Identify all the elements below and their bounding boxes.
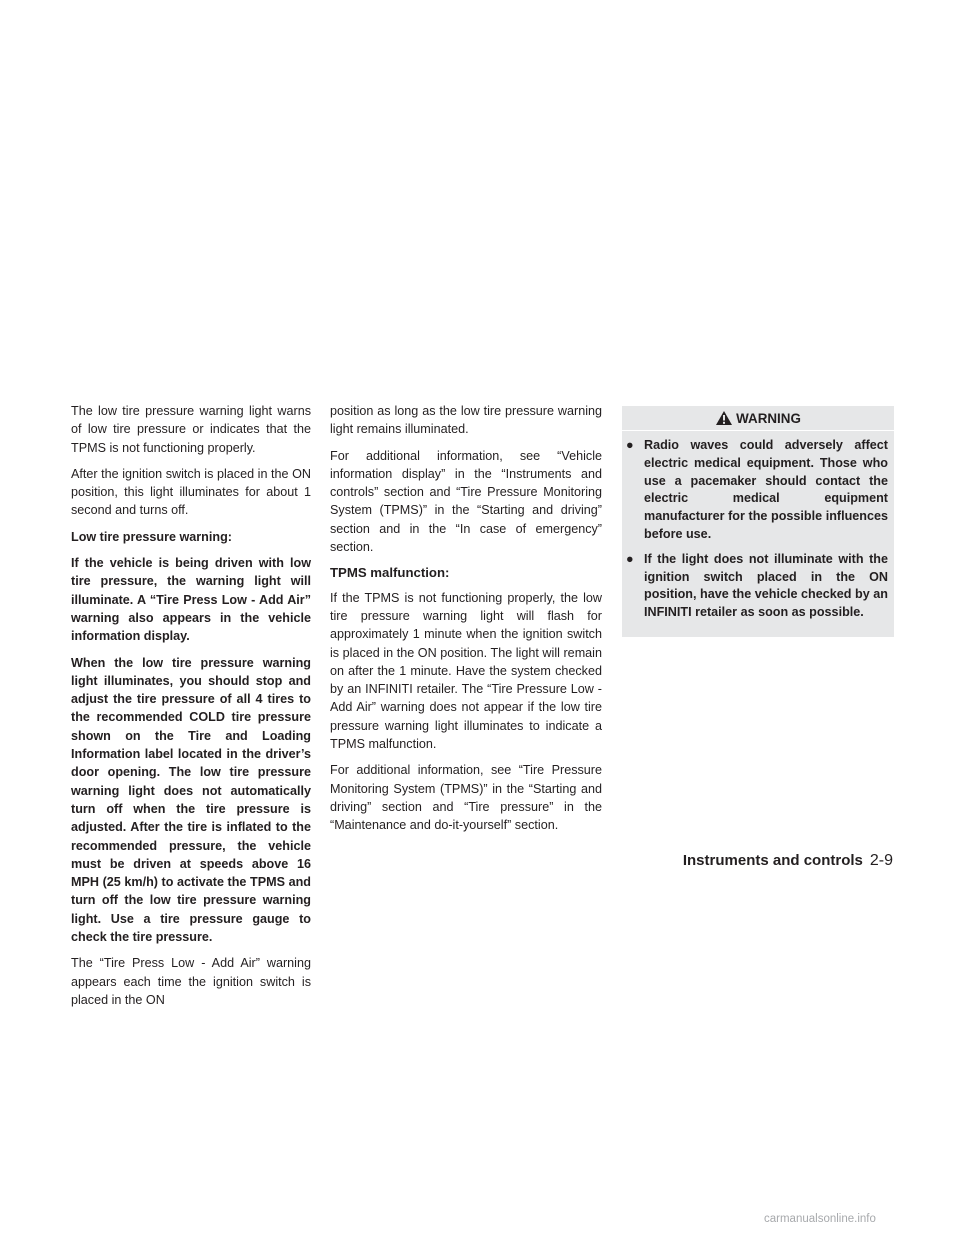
subheading-low-tire-pressure: Low tire pressure warning: [71,529,232,544]
paragraph: For additional information, see “Vehicle information display” in the “Instruments and controls” section and “Tire Pressure Monitoring System (TPMS)” in the “Starting and driving” section and in the “In case of emergency” section. [330,448,602,555]
warning-list [622,437,894,622]
paragraph: For additional information, see “Tire Pressure Monitoring System (TPMS)” in the “Starting and driving” section and “Tire pressure” in the “Maintenance and do-it-yourself” section. [330,763,602,833]
bullet: ● [626,438,634,452]
warning-item-text: If the light does not illuminate with the ignition switch placed in the ON position, have the vehicle checked by an INFINITI retailer as soon as possible. [644,551,888,620]
paragraph: The “Tire Press Low - Add Air” warning appears each time the ignition switch is placed in the ON [71,956,311,1007]
warning-triangle-icon [715,410,733,426]
warning-item [622,437,888,544]
warning-item-text: Radio waves could adversely affect electric medical equipment. Those who use a pacemaker should contact the electric medical equipment manufacturer for the possible influences before use. [644,438,888,541]
watermark-text: carmanualsonline.info [764,1213,876,1225]
bold-paragraph: When the low tire pressure warning light illuminates, you should stop and adjust the tire pressure of all 4 tires to the recommended COLD tire pressure shown on the Tire and Loading Information label located in the driver’s door opening. The low tire pressure warning light does not automatically turn off when the tire pressure is adjusted. After the tire is inflated to the recommended pressure, the vehicle must be driven at speeds above 16 MPH (25 km/h) to activate the TPMS and turn off the low tire pressure warning light. Use a tire pressure gauge to check the tire pressure. [71,655,311,945]
bullet: ● [626,551,634,566]
paragraph: The low tire pressure warning light warns of low tire pressure or indicates that the TPMS is not functioning properly. [71,404,311,455]
page-number: 2-9 [869,852,893,869]
warning-header [622,406,894,431]
section-title: Instruments and controls [682,852,863,869]
paragraph: After the ignition switch is placed in the ON position, this light illuminates for about 1 second and turns off. [71,466,311,518]
text-column-middle [330,402,602,843]
warning-box [622,406,894,637]
warning-item [622,551,888,622]
bold-paragraph: If the vehicle is being driven with low tire pressure, the warning light will illuminate. A “Tire Press Low - Add Air” warning also appears in the vehicle information display. [71,556,311,644]
paragraph: position as long as the low tire pressure warning light remains illuminated. [330,404,602,437]
paragraph: If the TPMS is not functioning properly, the low tire pressure warning light will flash for approximately 1 minute when the ignition switch is placed in the ON position. The light will remain on after the 1 minute. Have the system checked by an INFINITI retailer. The “Tire Pressure Low - Add Air” warning does not appear if the low tire pressure warning light illuminates to indicate a TPMS malfunction. [330,590,602,752]
warning-title: WARNING [736,410,801,426]
subheading-tpms-malfunction: TPMS malfunction: [330,565,450,581]
page-footer [683,852,893,870]
text-column-left [71,402,311,1017]
